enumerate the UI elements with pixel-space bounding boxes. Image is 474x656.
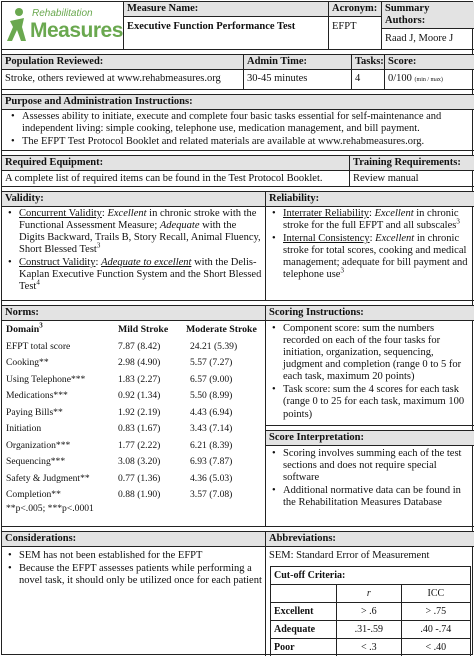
norms-domain: EFPT total score <box>6 340 71 352</box>
measure-name: Executive Function Performance Test <box>127 21 296 33</box>
norms-row <box>2 470 265 487</box>
population-label: Population Reviewed: <box>2 55 243 70</box>
cutoff-icc: > .75 <box>401 603 470 621</box>
reliability-item-internal: • Internal Consistency: Excellent in chronic stroke for total scores, cooking and medical management; adequate for bill payment and telephone use$^3$ <box>269 233 471 281</box>
cutoff-row-label: Poor <box>271 639 337 656</box>
norms-moderate: 5.57 (7.27) <box>190 357 233 369</box>
norms-col-domain: Domain$^3$ <box>6 322 43 336</box>
norms-mild: 1.83 (2.27) <box>118 373 161 385</box>
norms-col-mild: Mild Stroke <box>118 324 169 336</box>
tasks-cell <box>351 54 385 90</box>
cutoff-box <box>270 566 471 656</box>
cutoff-row <box>271 621 471 639</box>
norms-moderate: 6.21 (8.39) <box>190 439 233 451</box>
norms-row <box>2 355 265 372</box>
norms-row <box>2 388 265 405</box>
abbreviations-label: Abbreviations: <box>266 532 474 547</box>
training-cell <box>349 155 474 187</box>
norms-moderate: 4.43 (6.94) <box>190 406 233 418</box>
norms-row <box>2 404 265 421</box>
score: 0/100 <box>388 73 412 85</box>
considerations-label: Considerations: <box>2 532 265 547</box>
norms-mild: 1.77 (2.22) <box>118 439 161 451</box>
authors-label: Summary Authors: <box>382 2 474 29</box>
cutoff-r: > .6 <box>337 603 402 621</box>
validity-item-concurrent: • Concurrent Validity: Excellent in chronic stroke with the Functional Assessment Measure; Adequate with the Digits Backward, Trails B, Story Recall, Animal Fluency, Short Blessed Test$^3$ <box>5 208 262 256</box>
validity-label: Validity: <box>2 192 265 207</box>
scoring-item: • Task score: sum the 4 scores for each task (range 0 to 25 for each task, maximum 100 points) <box>269 384 471 420</box>
norms-moderate: 6.93 (7.87) <box>190 456 233 468</box>
score-label: Score: <box>385 55 474 70</box>
admin-time-cell <box>243 54 352 90</box>
purpose-item: • The EFPT Test Protocol Booklet and related materials are available at www.rehabmeasures.org. <box>8 136 471 148</box>
norms-table-body <box>2 338 265 503</box>
purpose-item: • Assesses ability to initiate, execute and complete four basic tasks essential for self-maintenance and independent living: simple cooking, telephone use, medication management, and bill payment. <box>8 111 471 135</box>
score-cell <box>384 54 474 90</box>
norms-mild: 0.92 (1.34) <box>118 390 161 402</box>
norms-domain: Medications*** <box>6 390 68 402</box>
norms-label: Norms: <box>2 306 265 321</box>
logo-line2: Measures <box>30 19 123 42</box>
norms-row <box>2 437 265 454</box>
norms-domain: Sequencing*** <box>6 456 66 468</box>
tasks: 4 <box>355 73 361 85</box>
cutoff-row-label: Excellent <box>271 603 337 621</box>
interpretation-cell <box>265 430 474 527</box>
norms-moderate: 3.43 (7.14) <box>190 423 233 435</box>
norms-row <box>2 487 265 504</box>
cutoff-col-r: r <box>337 585 402 603</box>
norms-row <box>2 371 265 388</box>
purpose-label: Purpose and Administration Instructions: <box>2 95 474 110</box>
norms-moderate: 6.57 (9.00) <box>190 373 233 385</box>
cutoff-icc: .40 -.74 <box>401 621 470 639</box>
reliability-label: Reliability: <box>266 192 474 207</box>
abbreviations-text: SEM: Standard Error of Measurement <box>269 550 430 562</box>
norms-moderate: 4.36 (5.03) <box>190 472 233 484</box>
norms-mild: 1.92 (2.19) <box>118 406 161 418</box>
cutoff-row <box>271 603 471 621</box>
logo-figure-icon <box>6 7 28 43</box>
considerations-item: • SEM has not been established for the EFPT <box>5 550 262 562</box>
norms-mild: 0.77 (1.36) <box>118 472 161 484</box>
norms-moderate: 24.21 (5.39) <box>190 340 238 352</box>
interpretation-label: Score Interpretation: <box>266 431 474 446</box>
scoring-cell <box>265 305 474 426</box>
norms-mild: 7.87 (8.42) <box>118 340 161 352</box>
tasks-label: Tasks: <box>352 55 384 70</box>
scoring-item: • Component score: sum the numbers recorded on each of the four tasks for initiation, organization, sequencing, judgment and completion (range 0 to 5 for each task, maximum 20 points) <box>269 323 471 383</box>
norms-domain: Using Telephone*** <box>6 373 86 385</box>
logo-line1: Rehabilitation <box>32 8 93 19</box>
norms-domain: Initiation <box>6 423 42 435</box>
training: Review manual <box>353 173 419 185</box>
considerations-item: • Because the EFPT assesses patients while performing a novel task, it should only be utilized once for each patient <box>5 563 262 587</box>
reliability-cell <box>265 191 474 301</box>
scoring-label: Scoring Instructions: <box>266 306 474 321</box>
admin-time: 30-45 minutes <box>247 73 308 85</box>
norms-footnote: **p<.005; ***p<.0001 <box>6 503 94 515</box>
acronym-cell <box>328 2 382 50</box>
authors: Raad J, Moore J <box>385 33 454 45</box>
cutoff-r: .31-.59 <box>337 621 402 639</box>
training-label: Training Requirements: <box>350 156 474 171</box>
authors-cell <box>381 2 474 50</box>
interpretation-item: • Scoring involves summing each of the test sections and does not require special software <box>269 448 471 484</box>
norms-row <box>2 421 265 438</box>
norms-domain: Paying Bills** <box>6 406 63 418</box>
purpose-cell <box>2 94 474 151</box>
norms-domain: Completion** <box>6 489 61 501</box>
logo <box>2 2 124 50</box>
norms-mild: 0.88 (1.90) <box>118 489 161 501</box>
population-cell <box>2 54 244 90</box>
norms-mild: 0.83 (1.67) <box>118 423 161 435</box>
cutoff-row <box>271 639 471 656</box>
norms-mild: 3.08 (3.20) <box>118 456 161 468</box>
norms-col-moderate: Moderate Stroke <box>186 324 257 336</box>
interpretation-item: • Additional normative data can be found in the Rehabilitation Measures Database <box>269 485 471 509</box>
admin-time-label: Admin Time: <box>244 55 351 70</box>
measure-name-label: Measure Name: <box>124 2 328 17</box>
norms-row <box>2 338 265 355</box>
population: Stroke, others reviewed at www.rehabmeasures.org <box>5 73 221 85</box>
acronym: EFPT <box>332 21 357 33</box>
reliability-item-interrater: • Interrater Reliability: Excellent in chronic stroke for the full EFPT and all subscales$^3$ <box>269 208 471 232</box>
norms-moderate: 5.50 (8.99) <box>190 390 233 402</box>
equipment-cell <box>2 155 350 187</box>
cutoff-row-label: Adequate <box>271 621 337 639</box>
acronym-label: Acronym: <box>329 2 381 17</box>
measure-name-cell <box>123 2 329 50</box>
validity-item-construct: • Construct Validity: Adequate to excellent with the Delis-Kaplan Executive Function System and the Short Blessed Test$^4$ <box>5 257 262 293</box>
norms-moderate: 3.57 (7.08) <box>190 489 233 501</box>
cutoff-col-icc: ICC <box>401 585 470 603</box>
norms-cell <box>2 305 266 527</box>
validity-cell <box>2 191 266 301</box>
cutoff-table-body <box>271 603 471 656</box>
equipment-text: A complete list of required items can be found in the Test Protocol Booklet. <box>5 173 323 185</box>
norms-domain: Cooking** <box>6 357 49 369</box>
norms-row <box>2 454 265 471</box>
cutoff-icc: < .40 <box>401 639 470 656</box>
cutoff-label: Cut-off Criteria: <box>271 567 471 585</box>
norms-mild: 2.98 (4.90) <box>118 357 161 369</box>
abbreviations-cell <box>265 531 474 656</box>
score-unit: (min / max) <box>414 77 443 84</box>
norms-domain: Organization*** <box>6 439 71 451</box>
cutoff-r: < .3 <box>337 639 402 656</box>
norms-domain: Safety & Judgment** <box>6 472 90 484</box>
considerations-cell <box>2 531 266 656</box>
equipment-label: Required Equipment: <box>2 156 349 171</box>
summary-sheet <box>1 1 473 655</box>
